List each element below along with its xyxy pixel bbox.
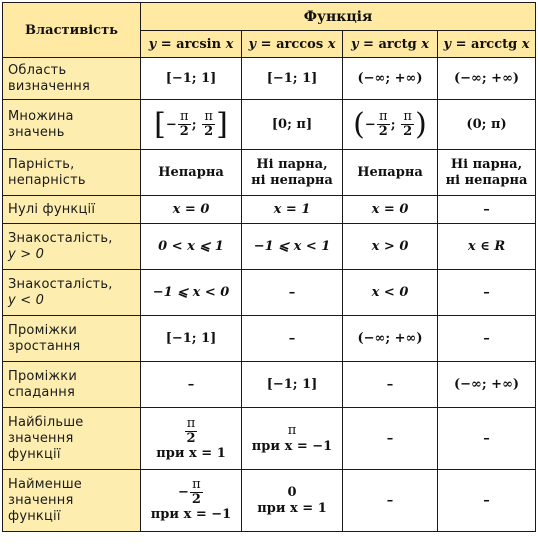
- cell-positive-arccos: −1 ⩽ x < 1: [242, 224, 343, 270]
- cell-max-arctg: –: [343, 408, 438, 470]
- cell-min-arctg: –: [343, 470, 438, 532]
- cell-increasing-arctg: (−∞; +∞): [343, 316, 438, 362]
- label-increasing: Проміжки зростання: [3, 316, 141, 362]
- fn-arcsin-header: y = arcsin x: [141, 31, 242, 58]
- cell-increasing-arcctg: –: [438, 316, 536, 362]
- cell-domain-arcctg: (−∞; +∞): [438, 58, 536, 100]
- cell-range-arccos: [0; π]: [242, 100, 343, 150]
- label-domain: Область визначення: [3, 58, 141, 100]
- fn-arcctg-header: y = arcctg x: [438, 31, 536, 58]
- fn-arccos-header: y = arccos x: [242, 31, 343, 58]
- cell-decreasing-arcsin: –: [141, 362, 242, 408]
- fn-arctg-header: y = arctg x: [343, 31, 438, 58]
- cell-zeros-arccos: x = 1: [242, 196, 343, 224]
- row-increasing: [3, 316, 536, 362]
- row-domain: [3, 58, 536, 100]
- cell-max-arcctg: –: [438, 408, 536, 470]
- cell-range-arctg: (− $\frac{\pi}{2}$ ; $\frac{\pi}{2}$ ): [343, 100, 438, 150]
- cell-min-arccos: 0 при x = 1: [242, 470, 343, 532]
- cell-range-arcsin: [− $\frac{\pi}{2}$ ; $\frac{\pi}{2}$ ]: [141, 100, 242, 150]
- row-negative: [3, 270, 536, 316]
- cell-decreasing-arccos: [−1; 1]: [242, 362, 343, 408]
- cell-increasing-arccos: –: [242, 316, 343, 362]
- cell-positive-arcsin: 0 < x ⩽ 1: [141, 224, 242, 270]
- cell-domain-arctg: (−∞; +∞): [343, 58, 438, 100]
- cell-zeros-arctg: x = 0: [343, 196, 438, 224]
- cell-parity-arccos: Ні парна, ні непарна: [242, 150, 343, 196]
- cell-min-arcsin: − $\frac{\pi}{2}$ при x = −1: [141, 470, 242, 532]
- label-positive: Знакосталість, y > 0: [3, 224, 141, 270]
- label-min: Найменше значення функції: [3, 470, 141, 532]
- row-min: [3, 470, 536, 532]
- cell-negative-arccos: –: [242, 270, 343, 316]
- label-parity: Парність, непарність: [3, 150, 141, 196]
- cell-domain-arcsin: [−1; 1]: [141, 58, 242, 100]
- cell-domain-arccos: [−1; 1]: [242, 58, 343, 100]
- cell-decreasing-arcctg: (−∞; +∞): [438, 362, 536, 408]
- properties-table: [2, 2, 536, 532]
- row-decreasing: [3, 362, 536, 408]
- function-header: Функція: [141, 3, 536, 31]
- row-parity: [3, 150, 536, 196]
- cell-increasing-arcsin: [−1; 1]: [141, 316, 242, 362]
- cell-parity-arctg: Непарна: [343, 150, 438, 196]
- cell-max-arcsin: $\frac{\pi}{2}$ при x = 1: [141, 408, 242, 470]
- label-max: Найбільше значення функції: [3, 408, 141, 470]
- cell-max-arccos: π при x = −1: [242, 408, 343, 470]
- row-zeros: [3, 196, 536, 224]
- cell-parity-arcsin: Непарна: [141, 150, 242, 196]
- cell-positive-arctg: x > 0: [343, 224, 438, 270]
- label-decreasing: Проміжки спадання: [3, 362, 141, 408]
- label-negative: Знакосталість, y < 0: [3, 270, 141, 316]
- cell-zeros-arcsin: x = 0: [141, 196, 242, 224]
- row-positive: [3, 224, 536, 270]
- cell-zeros-arcctg: –: [438, 196, 536, 224]
- row-range: [3, 100, 536, 150]
- label-range: Множина значень: [3, 100, 141, 150]
- cell-decreasing-arctg: –: [343, 362, 438, 408]
- cell-negative-arctg: x < 0: [343, 270, 438, 316]
- cell-positive-arcctg: x ∈ R: [438, 224, 536, 270]
- row-max: [3, 408, 536, 470]
- label-zeros: Нулі функції: [3, 196, 141, 224]
- cell-parity-arcctg: Ні парна, ні непарна: [438, 150, 536, 196]
- cell-negative-arcctg: –: [438, 270, 536, 316]
- cell-range-arcctg: (0; π): [438, 100, 536, 150]
- property-header: Властивість: [3, 3, 141, 58]
- cell-min-arcctg: –: [438, 470, 536, 532]
- cell-negative-arcsin: −1 ⩽ x < 0: [141, 270, 242, 316]
